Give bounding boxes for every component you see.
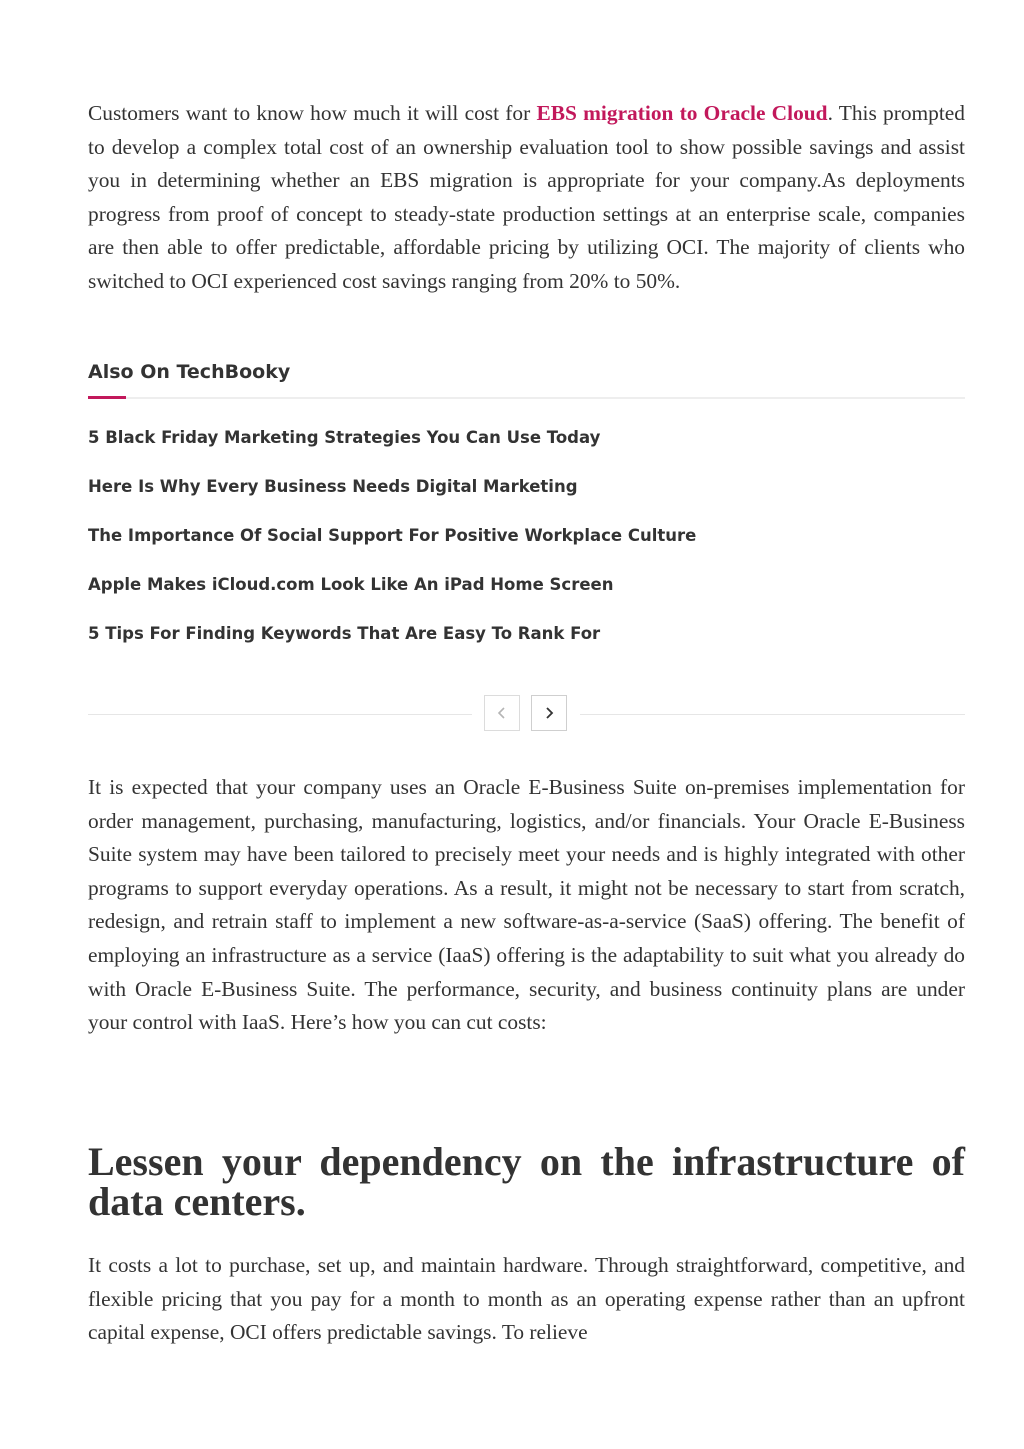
pager-line-right	[580, 714, 965, 715]
pager-line-left	[88, 714, 472, 715]
related-article-link[interactable]: Here Is Why Every Business Needs Digital Marketing	[88, 477, 578, 496]
intro-paragraph	[88, 97, 965, 299]
next-page-button[interactable]	[531, 695, 567, 731]
related-article-link[interactable]: The Importance Of Social Support For Positive Workplace Culture	[88, 526, 697, 545]
prev-page-button[interactable]	[484, 695, 520, 731]
related-article-link[interactable]: Apple Makes iCloud.com Look Like An iPad Home Screen	[88, 575, 614, 594]
section-paragraph: It costs a lot to purchase, set up, and maintain hardware. Through straightforward, competitive, and flexible pricing that you pay for a month to month as an operating expense rather than an upfront capital expense, OCI offers predictable savings. To relieve	[88, 1253, 965, 1345]
body-paragraph: It is expected that your company uses an Oracle E-Business Suite on-premises implementation for order management, purchasing, manufacturing, logistics, and/or financials. Your Oracle E-Business Suite system may have been tailored to precisely meet your needs and is highly integrated with other programs to support everyday operations. As a result, it might not be necessary to start from scratch, redesign, and retrain staff to implement a new software-as-a-service (SaaS) offering. The benefit of employing an infrastructure as a service (IaaS) offering is the adaptability to suit what you already do with Oracle E-Business Suite. The performance, security, and business continuity plans are under your control with IaaS. Here’s how you can cut costs:	[88, 775, 965, 1035]
section-heading: Lessen your dependency on the infrastructure of data centers.	[88, 1139, 965, 1224]
divider-accent	[88, 396, 126, 399]
ebs-migration-link[interactable]: EBS migration to Oracle Cloud	[536, 101, 828, 125]
also-on-section	[88, 358, 965, 399]
chevron-left-icon	[496, 706, 508, 720]
related-pager	[88, 695, 965, 733]
intro-text-after: . This prompted to develop a complex total cost of an ownership evaluation tool to show possible savings and assist you in determining whether an EBS migration is appropriate for your company.As deployments progress from proof of concept to steady-state production settings at an enterprise scale, companies are then able to offer predictable, affordable pricing by utilizing OCI. The majority of clients who switched to OCI experienced cost savings ranging from 20% to 50%.	[88, 101, 965, 293]
divider-base	[88, 397, 965, 399]
related-article-link[interactable]: 5 Black Friday Marketing Strategies You Can Use Today	[88, 428, 601, 447]
intro-text-before: Customers want to know how much it will cost for	[88, 101, 537, 125]
chevron-right-icon	[543, 706, 555, 720]
related-article-link[interactable]: 5 Tips For Finding Keywords That Are Easy To Rank For	[88, 624, 601, 643]
related-articles-list	[88, 426, 965, 671]
also-on-divider	[88, 396, 965, 399]
also-on-title: Also On TechBooky	[88, 361, 291, 383]
